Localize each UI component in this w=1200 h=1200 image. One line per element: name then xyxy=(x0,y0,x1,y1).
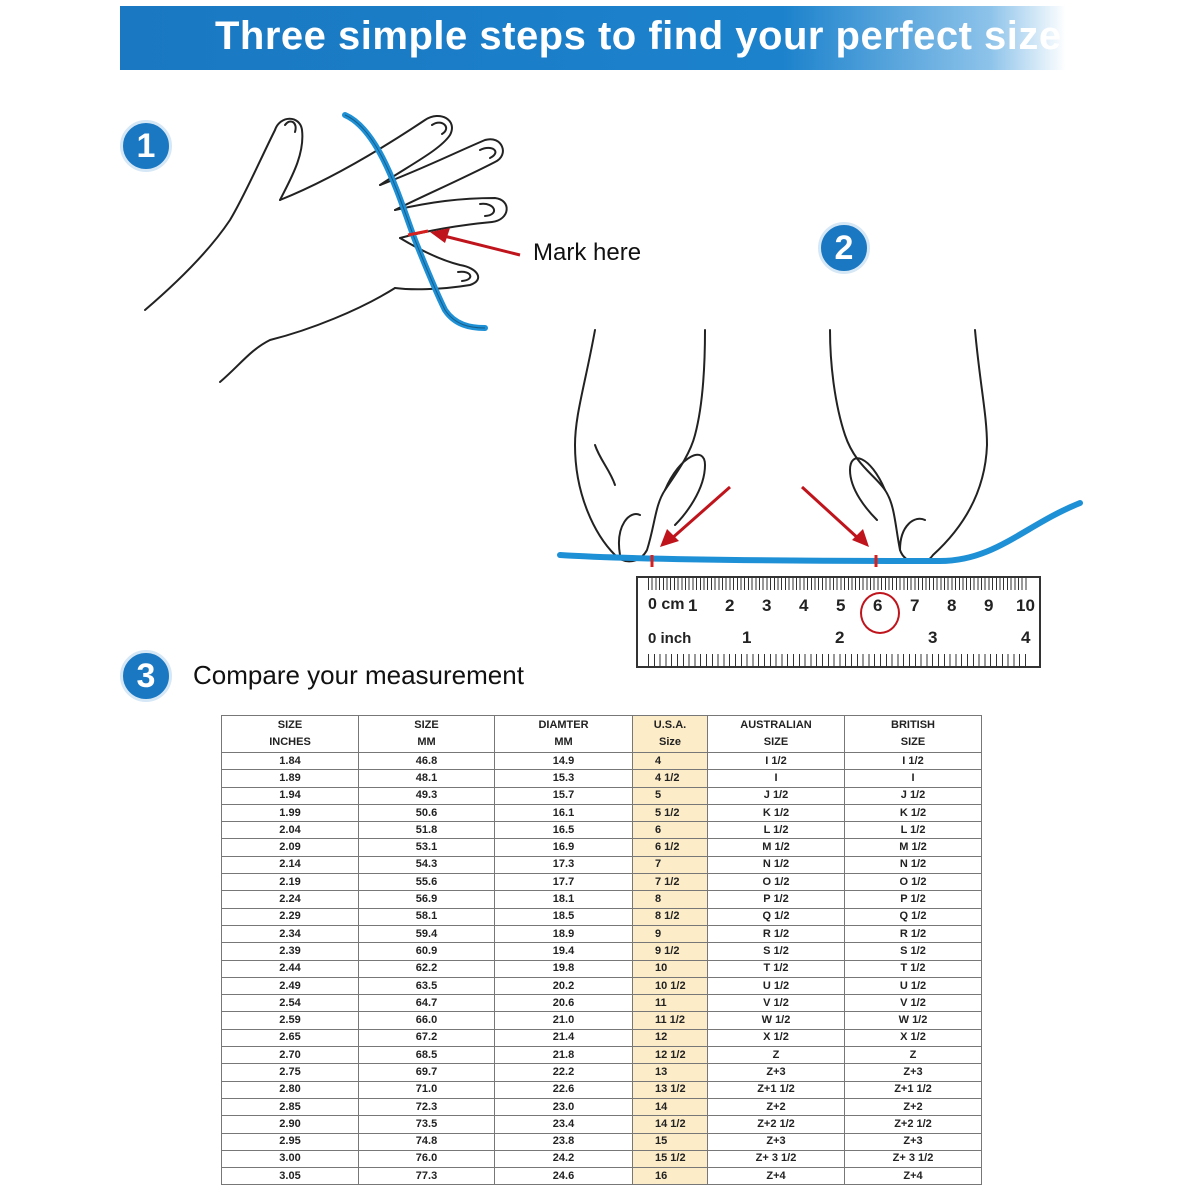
cell-british-size: I 1/2 xyxy=(845,753,982,770)
ring-size-table xyxy=(221,715,982,1185)
cell-australian-size: Z+1 1/2 xyxy=(708,1081,845,1098)
cell-size-mm: 76.0 xyxy=(359,1150,495,1167)
col-header-diameter-mm: DIAMTER MM xyxy=(495,716,633,753)
inch-tick-1: 1 xyxy=(742,628,752,647)
cell-usa-size: 6 1/2 xyxy=(633,839,708,856)
cell-british-size: P 1/2 xyxy=(845,891,982,908)
banner-title: Three simple steps to find your perfect size xyxy=(215,14,1062,58)
table-row xyxy=(222,943,982,960)
cell-british-size: J 1/2 xyxy=(845,787,982,804)
cell-size-mm: 50.6 xyxy=(359,804,495,821)
cell-size-inches: 1.84 xyxy=(222,753,359,770)
cell-size-mm: 63.5 xyxy=(359,977,495,994)
table-row xyxy=(222,977,982,994)
cell-diameter-mm: 21.8 xyxy=(495,1047,633,1064)
cell-size-mm: 69.7 xyxy=(359,1064,495,1081)
cell-australian-size: Z+ 3 1/2 xyxy=(708,1150,845,1167)
ruler-inch-ticks xyxy=(648,654,1029,666)
cell-diameter-mm: 19.8 xyxy=(495,960,633,977)
cell-size-inches: 2.85 xyxy=(222,1098,359,1115)
cell-usa-size: 7 xyxy=(633,856,708,873)
cell-usa-size: 9 xyxy=(633,925,708,942)
cell-size-inches: 3.05 xyxy=(222,1168,359,1185)
cell-british-size: Z xyxy=(845,1047,982,1064)
cell-diameter-mm: 15.7 xyxy=(495,787,633,804)
cell-diameter-mm: 18.1 xyxy=(495,891,633,908)
table-row xyxy=(222,1116,982,1133)
table-row xyxy=(222,925,982,942)
cell-diameter-mm: 23.4 xyxy=(495,1116,633,1133)
cell-diameter-mm: 14.9 xyxy=(495,753,633,770)
cell-british-size: Z+2 1/2 xyxy=(845,1116,982,1133)
cell-size-inches: 2.90 xyxy=(222,1116,359,1133)
cm-tick-8: 8 xyxy=(947,596,957,615)
cell-usa-size: 10 xyxy=(633,960,708,977)
cm-tick-9: 9 xyxy=(984,596,994,615)
cell-diameter-mm: 15.3 xyxy=(495,770,633,787)
table-body xyxy=(222,753,982,1185)
cell-british-size: Z+3 xyxy=(845,1133,982,1150)
inch-tick-4: 4 xyxy=(1021,628,1031,647)
table-row xyxy=(222,1133,982,1150)
col-header-australian-size: AUSTRALIAN SIZE xyxy=(708,716,845,753)
cell-australian-size: K 1/2 xyxy=(708,804,845,821)
cell-size-inches: 2.49 xyxy=(222,977,359,994)
cell-australian-size: Z+2 1/2 xyxy=(708,1116,845,1133)
cell-australian-size: S 1/2 xyxy=(708,943,845,960)
cell-size-mm: 66.0 xyxy=(359,1012,495,1029)
cell-size-inches: 2.39 xyxy=(222,943,359,960)
inch-tick-3: 3 xyxy=(928,628,938,647)
cell-size-inches: 2.09 xyxy=(222,839,359,856)
cell-usa-size: 11 1/2 xyxy=(633,1012,708,1029)
cell-size-mm: 71.0 xyxy=(359,1081,495,1098)
cell-usa-size: 10 1/2 xyxy=(633,977,708,994)
cell-diameter-mm: 23.0 xyxy=(495,1098,633,1115)
table-row xyxy=(222,787,982,804)
cell-british-size: N 1/2 xyxy=(845,856,982,873)
table-row xyxy=(222,1081,982,1098)
cell-usa-size: 14 xyxy=(633,1098,708,1115)
cell-size-inches: 2.75 xyxy=(222,1064,359,1081)
cell-british-size: R 1/2 xyxy=(845,925,982,942)
cm-tick-5: 5 xyxy=(836,596,846,615)
cm-tick-1: 1 xyxy=(688,596,698,615)
col-header-size-inches: SIZE INCHES xyxy=(222,716,359,753)
cell-british-size: O 1/2 xyxy=(845,874,982,891)
table-row xyxy=(222,874,982,891)
cell-usa-size: 16 xyxy=(633,1168,708,1185)
step-2-badge xyxy=(818,222,870,274)
cell-size-inches: 2.65 xyxy=(222,1029,359,1046)
table-row xyxy=(222,995,982,1012)
circled-six-mark xyxy=(860,592,900,634)
cell-australian-size: Z xyxy=(708,1047,845,1064)
cell-australian-size: Z+4 xyxy=(708,1168,845,1185)
cell-australian-size: J 1/2 xyxy=(708,787,845,804)
cm-tick-3: 3 xyxy=(762,596,772,615)
mark-here-label: Mark here xyxy=(533,239,642,266)
cell-diameter-mm: 16.5 xyxy=(495,822,633,839)
cell-size-inches: 1.99 xyxy=(222,804,359,821)
cell-size-inches: 1.94 xyxy=(222,787,359,804)
cell-usa-size: 9 1/2 xyxy=(633,943,708,960)
cell-size-mm: 60.9 xyxy=(359,943,495,960)
cell-diameter-mm: 21.0 xyxy=(495,1012,633,1029)
cell-diameter-mm: 21.4 xyxy=(495,1029,633,1046)
ruler-inch-label: 0 inch xyxy=(648,630,692,647)
table-row xyxy=(222,1150,982,1167)
cell-size-mm: 58.1 xyxy=(359,908,495,925)
cell-size-mm: 73.5 xyxy=(359,1116,495,1133)
step-3-number: 3 xyxy=(136,656,156,695)
cm-tick-4: 4 xyxy=(799,596,809,615)
cell-usa-size: 15 xyxy=(633,1133,708,1150)
cell-size-mm: 77.3 xyxy=(359,1168,495,1185)
table-row xyxy=(222,960,982,977)
cell-diameter-mm: 18.5 xyxy=(495,908,633,925)
table-row xyxy=(222,891,982,908)
cell-usa-size: 6 xyxy=(633,822,708,839)
cell-usa-size: 11 xyxy=(633,995,708,1012)
cell-diameter-mm: 17.7 xyxy=(495,874,633,891)
cell-usa-size: 12 1/2 xyxy=(633,1047,708,1064)
cell-british-size: K 1/2 xyxy=(845,804,982,821)
cell-usa-size: 4 1/2 xyxy=(633,770,708,787)
cell-australian-size: I xyxy=(708,770,845,787)
table-row xyxy=(222,822,982,839)
table-row xyxy=(222,1012,982,1029)
cell-usa-size: 5 1/2 xyxy=(633,804,708,821)
cell-usa-size: 8 1/2 xyxy=(633,908,708,925)
header-banner xyxy=(120,6,1066,70)
cell-usa-size: 13 xyxy=(633,1064,708,1081)
cell-diameter-mm: 16.1 xyxy=(495,804,633,821)
table-row xyxy=(222,1029,982,1046)
cell-diameter-mm: 20.6 xyxy=(495,995,633,1012)
cell-usa-size: 5 xyxy=(633,787,708,804)
table-row xyxy=(222,1098,982,1115)
cell-diameter-mm: 24.6 xyxy=(495,1168,633,1185)
table-row xyxy=(222,856,982,873)
cm-tick-7: 7 xyxy=(910,596,920,615)
cell-british-size: Z+3 xyxy=(845,1064,982,1081)
cell-size-inches: 2.95 xyxy=(222,1133,359,1150)
step-3-badge xyxy=(120,650,172,702)
cell-size-inches: 2.70 xyxy=(222,1047,359,1064)
cell-australian-size: I 1/2 xyxy=(708,753,845,770)
cell-size-mm: 46.8 xyxy=(359,753,495,770)
cell-australian-size: R 1/2 xyxy=(708,925,845,942)
cell-size-mm: 53.1 xyxy=(359,839,495,856)
cell-size-inches: 2.80 xyxy=(222,1081,359,1098)
cell-size-inches: 2.34 xyxy=(222,925,359,942)
cell-diameter-mm: 24.2 xyxy=(495,1150,633,1167)
cell-size-mm: 51.8 xyxy=(359,822,495,839)
cell-australian-size: W 1/2 xyxy=(708,1012,845,1029)
cell-diameter-mm: 17.3 xyxy=(495,856,633,873)
cell-usa-size: 13 1/2 xyxy=(633,1081,708,1098)
cell-size-mm: 72.3 xyxy=(359,1098,495,1115)
cell-diameter-mm: 22.6 xyxy=(495,1081,633,1098)
cell-british-size: Z+1 1/2 xyxy=(845,1081,982,1098)
cell-size-mm: 48.1 xyxy=(359,770,495,787)
cell-british-size: U 1/2 xyxy=(845,977,982,994)
cell-size-inches: 3.00 xyxy=(222,1150,359,1167)
cell-size-mm: 64.7 xyxy=(359,995,495,1012)
cell-british-size: I xyxy=(845,770,982,787)
cell-size-inches: 2.29 xyxy=(222,908,359,925)
table-row xyxy=(222,770,982,787)
step-1-number: 1 xyxy=(136,126,156,165)
step-3-label: Compare your measurement xyxy=(193,660,524,690)
cell-size-mm: 59.4 xyxy=(359,925,495,942)
table-row xyxy=(222,1047,982,1064)
cell-australian-size: N 1/2 xyxy=(708,856,845,873)
cell-size-mm: 49.3 xyxy=(359,787,495,804)
cm-tick-10: 10 xyxy=(1016,596,1035,615)
cell-diameter-mm: 18.9 xyxy=(495,925,633,942)
cell-british-size: Z+4 xyxy=(845,1168,982,1185)
cell-australian-size: L 1/2 xyxy=(708,822,845,839)
inch-tick-2: 2 xyxy=(835,628,845,647)
cell-usa-size: 8 xyxy=(633,891,708,908)
cell-usa-size: 7 1/2 xyxy=(633,874,708,891)
cell-size-inches: 2.59 xyxy=(222,1012,359,1029)
cell-size-mm: 68.5 xyxy=(359,1047,495,1064)
cell-size-mm: 62.2 xyxy=(359,960,495,977)
cm-tick-2: 2 xyxy=(725,596,735,615)
table-row xyxy=(222,908,982,925)
cell-size-mm: 56.9 xyxy=(359,891,495,908)
cell-australian-size: Z+3 xyxy=(708,1133,845,1150)
ruler-cm-label: 0 cm xyxy=(648,596,685,613)
cell-diameter-mm: 16.9 xyxy=(495,839,633,856)
cell-australian-size: M 1/2 xyxy=(708,839,845,856)
cell-british-size: T 1/2 xyxy=(845,960,982,977)
table-row xyxy=(222,1064,982,1081)
cell-australian-size: P 1/2 xyxy=(708,891,845,908)
cell-australian-size: U 1/2 xyxy=(708,977,845,994)
cell-australian-size: X 1/2 xyxy=(708,1029,845,1046)
cell-british-size: X 1/2 xyxy=(845,1029,982,1046)
cell-australian-size: T 1/2 xyxy=(708,960,845,977)
cell-diameter-mm: 19.4 xyxy=(495,943,633,960)
cell-australian-size: V 1/2 xyxy=(708,995,845,1012)
table-row xyxy=(222,753,982,770)
table-row xyxy=(222,839,982,856)
table-header-row xyxy=(222,716,982,753)
cell-size-mm: 55.6 xyxy=(359,874,495,891)
cell-australian-size: O 1/2 xyxy=(708,874,845,891)
cell-british-size: W 1/2 xyxy=(845,1012,982,1029)
cell-british-size: M 1/2 xyxy=(845,839,982,856)
cell-usa-size: 12 xyxy=(633,1029,708,1046)
step-2-number: 2 xyxy=(834,228,854,267)
cell-australian-size: Z+2 xyxy=(708,1098,845,1115)
cell-size-inches: 2.54 xyxy=(222,995,359,1012)
cell-diameter-mm: 20.2 xyxy=(495,977,633,994)
cell-british-size: Q 1/2 xyxy=(845,908,982,925)
col-header-usa-size: U.S.A. Size xyxy=(633,716,708,753)
col-header-british-size: BRITISH SIZE xyxy=(845,716,982,753)
cell-british-size: Z+2 xyxy=(845,1098,982,1115)
cell-size-inches: 2.24 xyxy=(222,891,359,908)
table-row xyxy=(222,1168,982,1185)
cell-diameter-mm: 22.2 xyxy=(495,1064,633,1081)
cell-size-inches: 2.19 xyxy=(222,874,359,891)
cell-size-mm: 67.2 xyxy=(359,1029,495,1046)
ruler xyxy=(636,576,1041,668)
cell-british-size: L 1/2 xyxy=(845,822,982,839)
cell-usa-size: 14 1/2 xyxy=(633,1116,708,1133)
cell-usa-size: 15 1/2 xyxy=(633,1150,708,1167)
cell-australian-size: Q 1/2 xyxy=(708,908,845,925)
cell-size-inches: 2.44 xyxy=(222,960,359,977)
cell-size-mm: 54.3 xyxy=(359,856,495,873)
cm-tick-6: 6 xyxy=(873,596,883,615)
cell-british-size: Z+ 3 1/2 xyxy=(845,1150,982,1167)
cell-usa-size: 4 xyxy=(633,753,708,770)
cell-size-inches: 1.89 xyxy=(222,770,359,787)
ruler-cm-ticks xyxy=(648,578,1029,590)
cell-british-size: S 1/2 xyxy=(845,943,982,960)
cell-diameter-mm: 23.8 xyxy=(495,1133,633,1150)
col-header-size-mm: SIZE MM xyxy=(359,716,495,753)
cell-british-size: V 1/2 xyxy=(845,995,982,1012)
cell-size-inches: 2.14 xyxy=(222,856,359,873)
cell-australian-size: Z+3 xyxy=(708,1064,845,1081)
cell-size-inches: 2.04 xyxy=(222,822,359,839)
cell-size-mm: 74.8 xyxy=(359,1133,495,1150)
table-row xyxy=(222,804,982,821)
